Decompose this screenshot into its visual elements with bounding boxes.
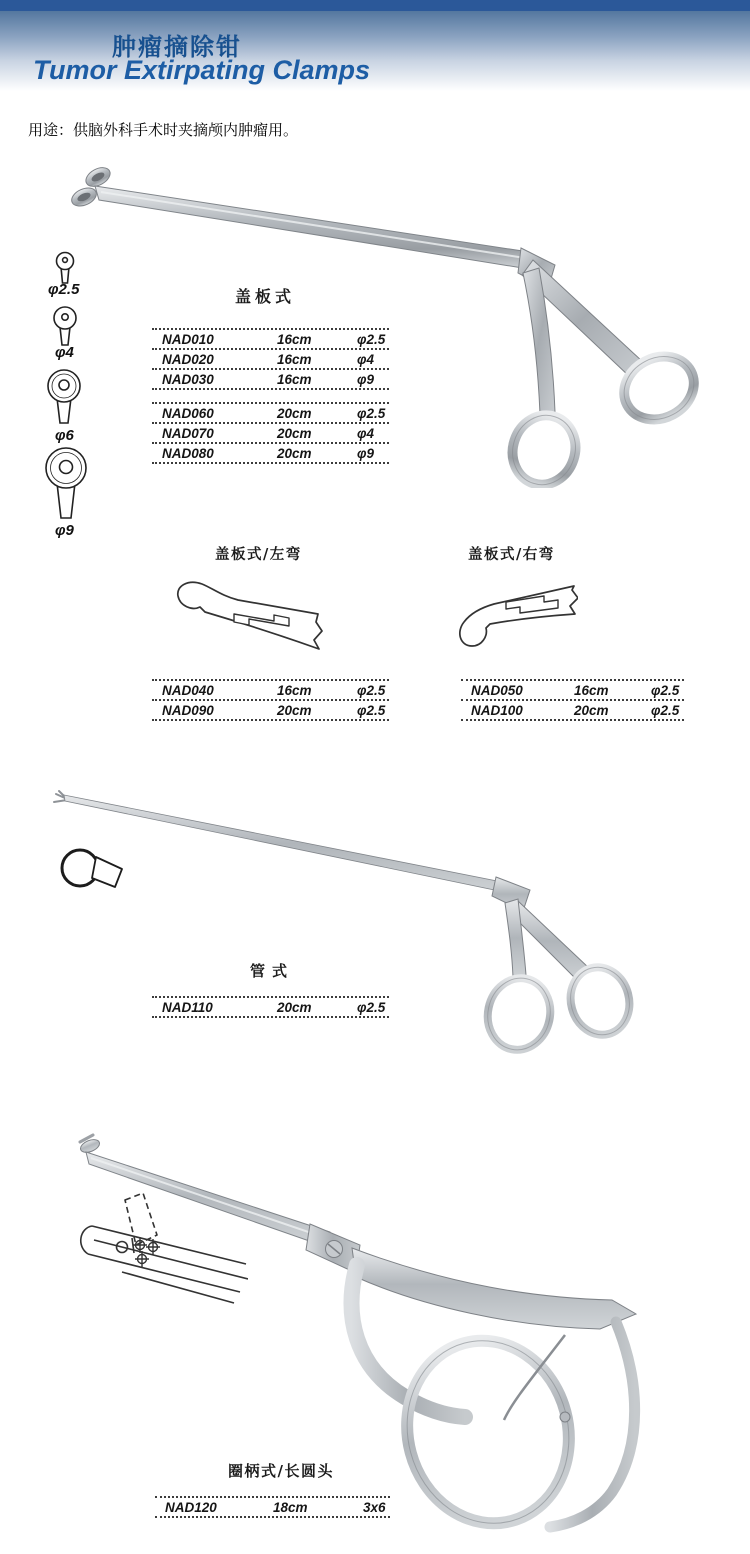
cell-length: 20cm	[277, 445, 312, 461]
cell-model: NAD020	[162, 351, 214, 367]
cell-model: NAD070	[162, 425, 214, 441]
cell-tip: φ4	[357, 425, 375, 441]
cell-model: NAD060	[162, 405, 214, 421]
cell-length: 16cm	[277, 682, 312, 698]
cell-length: 20cm	[277, 425, 312, 441]
cell-length: 16cm	[277, 351, 312, 367]
section-heading-tube: 管式	[250, 962, 295, 980]
table-row	[152, 350, 389, 370]
page-title-zh: 肿瘤摘除钳	[112, 34, 242, 61]
cell-tip: φ2.5	[357, 331, 386, 347]
table-row	[152, 330, 389, 350]
cell-length: 20cm	[277, 405, 312, 421]
cell-model: NAD080	[162, 445, 214, 461]
table-row	[152, 998, 389, 1018]
table-row	[152, 370, 389, 390]
cell-model: NAD040	[162, 682, 214, 698]
cell-model: NAD030	[162, 371, 214, 387]
table-row	[152, 701, 389, 721]
cell-length: 16cm	[277, 331, 312, 347]
cell-length: 20cm	[277, 702, 312, 718]
table-row	[461, 681, 684, 701]
cell-model: NAD100	[471, 702, 523, 718]
tip-drawing-left-bend	[172, 574, 324, 658]
instrument-photo-ring-handle	[60, 1130, 680, 1550]
spec-table-cover-plate	[152, 328, 389, 464]
cell-tip: φ2.5	[357, 702, 386, 718]
section-heading-right-bend: 盖板式/右弯	[468, 546, 555, 563]
table-row	[152, 444, 389, 464]
table-row	[152, 424, 389, 444]
cell-model: NAD050	[471, 682, 523, 698]
tip-gauge-label-9: φ9	[55, 522, 74, 539]
cell-length: 18cm	[273, 1499, 308, 1515]
header-top-bar	[0, 0, 750, 11]
section-heading-cover-plate: 盖板式	[235, 287, 296, 306]
spec-table-ring-handle	[155, 1496, 390, 1518]
cell-tip: φ9	[357, 371, 375, 387]
tip-gauge-label-6: φ6	[55, 427, 74, 444]
spec-table-left-bend	[152, 679, 389, 721]
cell-tip: φ2.5	[651, 702, 680, 718]
cell-tip: φ4	[357, 351, 375, 367]
cell-tip: φ2.5	[357, 682, 386, 698]
cell-tip: φ2.5	[357, 405, 386, 421]
cell-tip: 3x6	[363, 1499, 386, 1515]
spec-table-tube	[152, 996, 389, 1018]
tip-drawing-right-bend	[436, 580, 578, 662]
tip-gauge-label-2-5: φ2.5	[48, 281, 80, 298]
cell-length: 20cm	[574, 702, 609, 718]
cell-length: 16cm	[574, 682, 609, 698]
table-row	[461, 701, 684, 721]
cell-model: NAD010	[162, 331, 214, 347]
spec-table-right-bend	[461, 679, 684, 721]
instrument-photo-tube	[50, 785, 650, 1075]
cell-model: NAD090	[162, 702, 214, 718]
cell-length: 16cm	[277, 371, 312, 387]
table-row	[155, 1498, 390, 1518]
cell-tip: φ2.5	[651, 682, 680, 698]
cell-model: NAD120	[165, 1499, 217, 1515]
page-title-en: Tumor Extirpating Clamps	[33, 55, 371, 85]
table-group-16cm	[152, 328, 389, 390]
usage-note: 用途：供脑外科手术时夹摘颅内肿瘤用。	[28, 122, 299, 139]
cell-tip: φ2.5	[357, 999, 386, 1015]
table-group-20cm	[152, 402, 389, 464]
cell-length: 20cm	[277, 999, 312, 1015]
section-heading-ring-handle: 圈柄式/长圆头	[228, 1462, 334, 1480]
tip-gauge-label-4: φ4	[55, 344, 74, 361]
cell-tip: φ9	[357, 445, 375, 461]
table-row	[152, 404, 389, 424]
table-row	[152, 681, 389, 701]
section-heading-left-bend: 盖板式/左弯	[215, 546, 302, 563]
cell-model: NAD110	[162, 999, 213, 1015]
